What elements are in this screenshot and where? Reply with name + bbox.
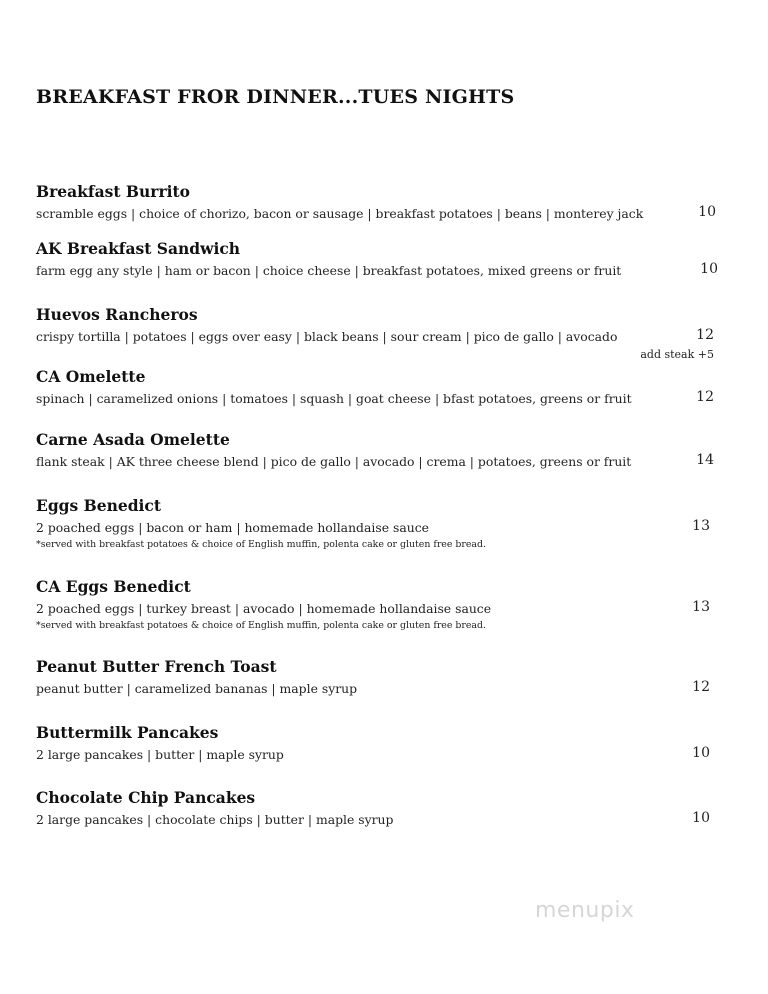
item-note: *served with breakfast potatoes & choice of English muffin, polenta cake or gluten free bread. (36, 620, 486, 631)
item-addon: add steak +5 (640, 348, 714, 361)
menupix-watermark: menupix (535, 898, 635, 923)
item-price: 14 (696, 452, 714, 468)
item-name: Chocolate Chip Pancakes (36, 788, 256, 807)
item-description: flank steak | AK three cheese blend | pico de gallo | avocado | crema | potatoes, greens or fruit (36, 454, 632, 469)
menu-item-chocolate-chip-pancakes (36, 788, 720, 829)
item-price: 13 (692, 599, 710, 615)
item-description: 2 large pancakes | butter | maple syrup (36, 747, 284, 762)
item-description: farm egg any style | ham or bacon | choice cheese | breakfast potatoes, mixed greens or fruit (36, 263, 622, 278)
item-description: 2 large pancakes | chocolate chips | butter | maple syrup (36, 812, 394, 827)
item-name: Eggs Benedict (36, 496, 162, 515)
item-name: Breakfast Burrito (36, 182, 190, 201)
item-price: 12 (696, 327, 714, 343)
menu-title: BREAKFAST FROR DINNER...TUES NIGHTS (36, 86, 515, 108)
menu-item-eggs-benedict (36, 496, 720, 551)
menu-item-ca-eggs-benedict (36, 577, 720, 632)
menu-item-ca-omelette (36, 367, 720, 408)
item-price: 10 (692, 745, 710, 761)
menu-item-ak-breakfast-sandwich (36, 239, 720, 280)
item-description: 2 poached eggs | turkey breast | avocado | homemade hollandaise sauce (36, 601, 492, 616)
item-name: CA Eggs Benedict (36, 577, 191, 596)
item-price: 12 (696, 389, 714, 405)
item-price: 13 (692, 518, 710, 534)
item-name: Buttermilk Pancakes (36, 723, 219, 742)
item-name: Carne Asada Omelette (36, 430, 230, 449)
item-price: 12 (692, 679, 710, 695)
item-price: 10 (700, 261, 718, 277)
item-name: Huevos Rancheros (36, 305, 198, 324)
item-price: 10 (692, 810, 710, 826)
item-description: scramble eggs | choice of chorizo, bacon or sausage | breakfast potatoes | beans | monterey jack (36, 206, 644, 221)
menu-item-carne-asada-omelette (36, 430, 720, 471)
menu-item-huevos-rancheros (36, 305, 720, 361)
item-description: 2 poached eggs | bacon or ham | homemade hollandaise sauce (36, 520, 429, 535)
item-description: crispy tortilla | potatoes | eggs over easy | black beans | sour cream | pico de gallo | avocado (36, 329, 618, 344)
item-description: spinach | caramelized onions | tomatoes | squash | goat cheese | bfast potatoes, greens or fruit (36, 391, 632, 406)
item-note: *served with breakfast potatoes & choice of English muffin, polenta cake or gluten free bread. (36, 539, 486, 550)
item-name: Peanut Butter French Toast (36, 657, 277, 676)
item-name: AK Breakfast Sandwich (36, 239, 241, 258)
menu-item-buttermilk-pancakes (36, 723, 720, 764)
item-price: 10 (698, 204, 716, 220)
item-name: CA Omelette (36, 367, 146, 386)
menu-item-breakfast-burrito (36, 182, 720, 223)
menu-item-peanut-butter-french-toast (36, 657, 720, 698)
item-description: peanut butter | caramelized bananas | maple syrup (36, 681, 358, 696)
